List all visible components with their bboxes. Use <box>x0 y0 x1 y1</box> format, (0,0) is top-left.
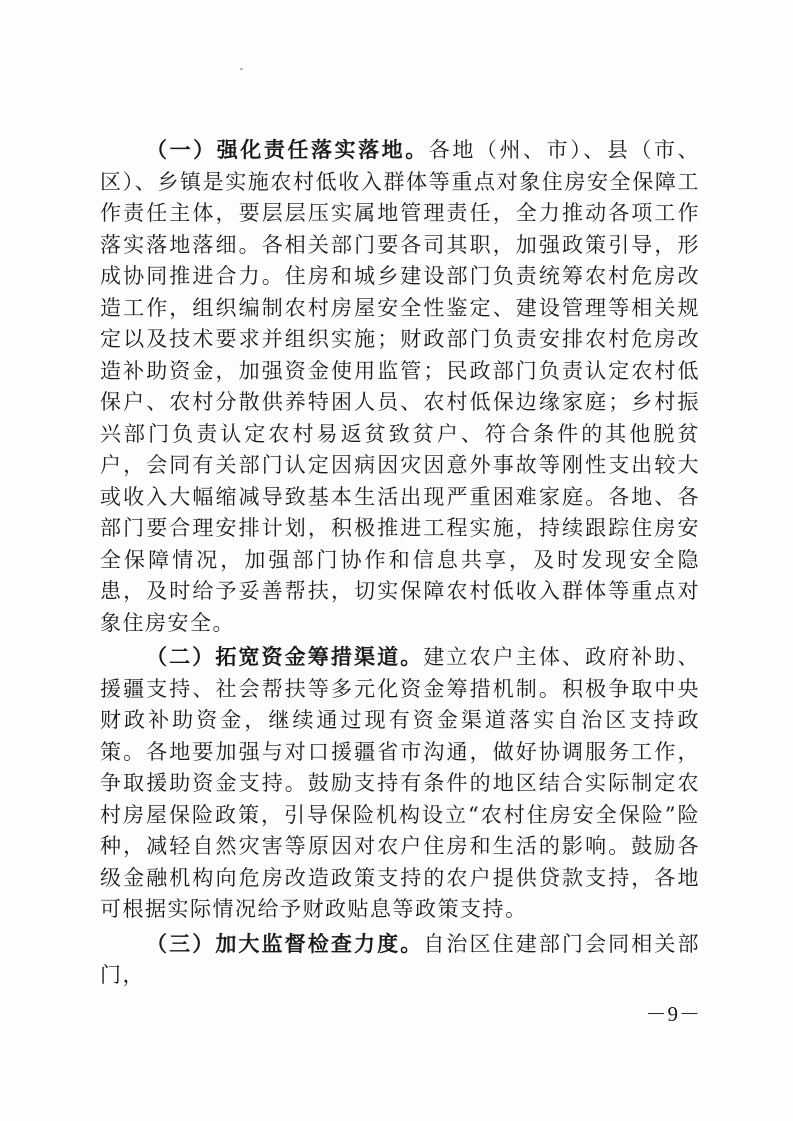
paragraph-2 <box>100 642 700 926</box>
paragraph-2-text: 建立农户主体、政府补助、援疆支持、社会帮扶等多元化资金筹措机制。积极争取中央财政补助资金，继续通过现有资金渠道落实自治区支持政策。各地要加强与对口援疆省市沟通，做好协调服务工作，争取援助资金支持。鼓励支持有条件的地区结合实际制定农村房屋保险政策，引导保险机构设立“农村住房安全保险”险种，减轻自然灾害等原因对农户住房和生活的影响。鼓励各级金融机构向危房改造政策支持的农户提供贷款支持，各地可根据实际情况给予财政贴息等政策支持。 <box>100 645 701 921</box>
paragraph-3-heading: （三）加大监督检查力度。 <box>146 931 424 956</box>
paragraph-1-heading: （一）强化责任落实落地。 <box>146 138 429 162</box>
document-body <box>100 135 700 995</box>
page-number: －9－ <box>645 1002 701 1026</box>
paragraph-1 <box>100 135 700 639</box>
paragraph-1-text: 各地（州、市）、县（市、区）、乡镇是实施农村低收入群体等重点对象住房安全保障工作责任主体，要层层压实属地管理责任，全力推动各项工作落实落地落细。各相关部门要各司其职，加强政策引导，形成协同推进合力。住房和城乡建设部门负责统筹农村危房改造工作，组织编制农村房屋安全性鉴定、建设管理等相关规定以及技术要求并组织实施；财政部门负责安排农村危房改造补助资金，加强资金使用监管；民政部门负责认定农村低保户、农村分散供养特困人员、农村低保边缘家庭；乡村振兴部门负责认定农村易返贫致贫户、符合条件的其他脱贫户，会同有关部门认定因病因灾因意外事故等刚性支出较大或收入大幅缩减导致基本生活出现严重困难家庭。各地、各部门要合理安排计划，积极推进工程实施，持续跟踪住房安全保障情况，加强部门协作和信息共享，及时发现安全隐患，及时给予妥善帮扶，切实保障农村低收入群体等重点对象住房安全。 <box>100 138 701 635</box>
scan-mark <box>240 68 243 70</box>
paragraph-2-heading: （二）拓宽资金筹措渠道。 <box>146 645 424 669</box>
paragraph-3 <box>100 929 700 992</box>
paragraph-3-text: 自治区住建部门会同相关部门， <box>100 931 701 987</box>
